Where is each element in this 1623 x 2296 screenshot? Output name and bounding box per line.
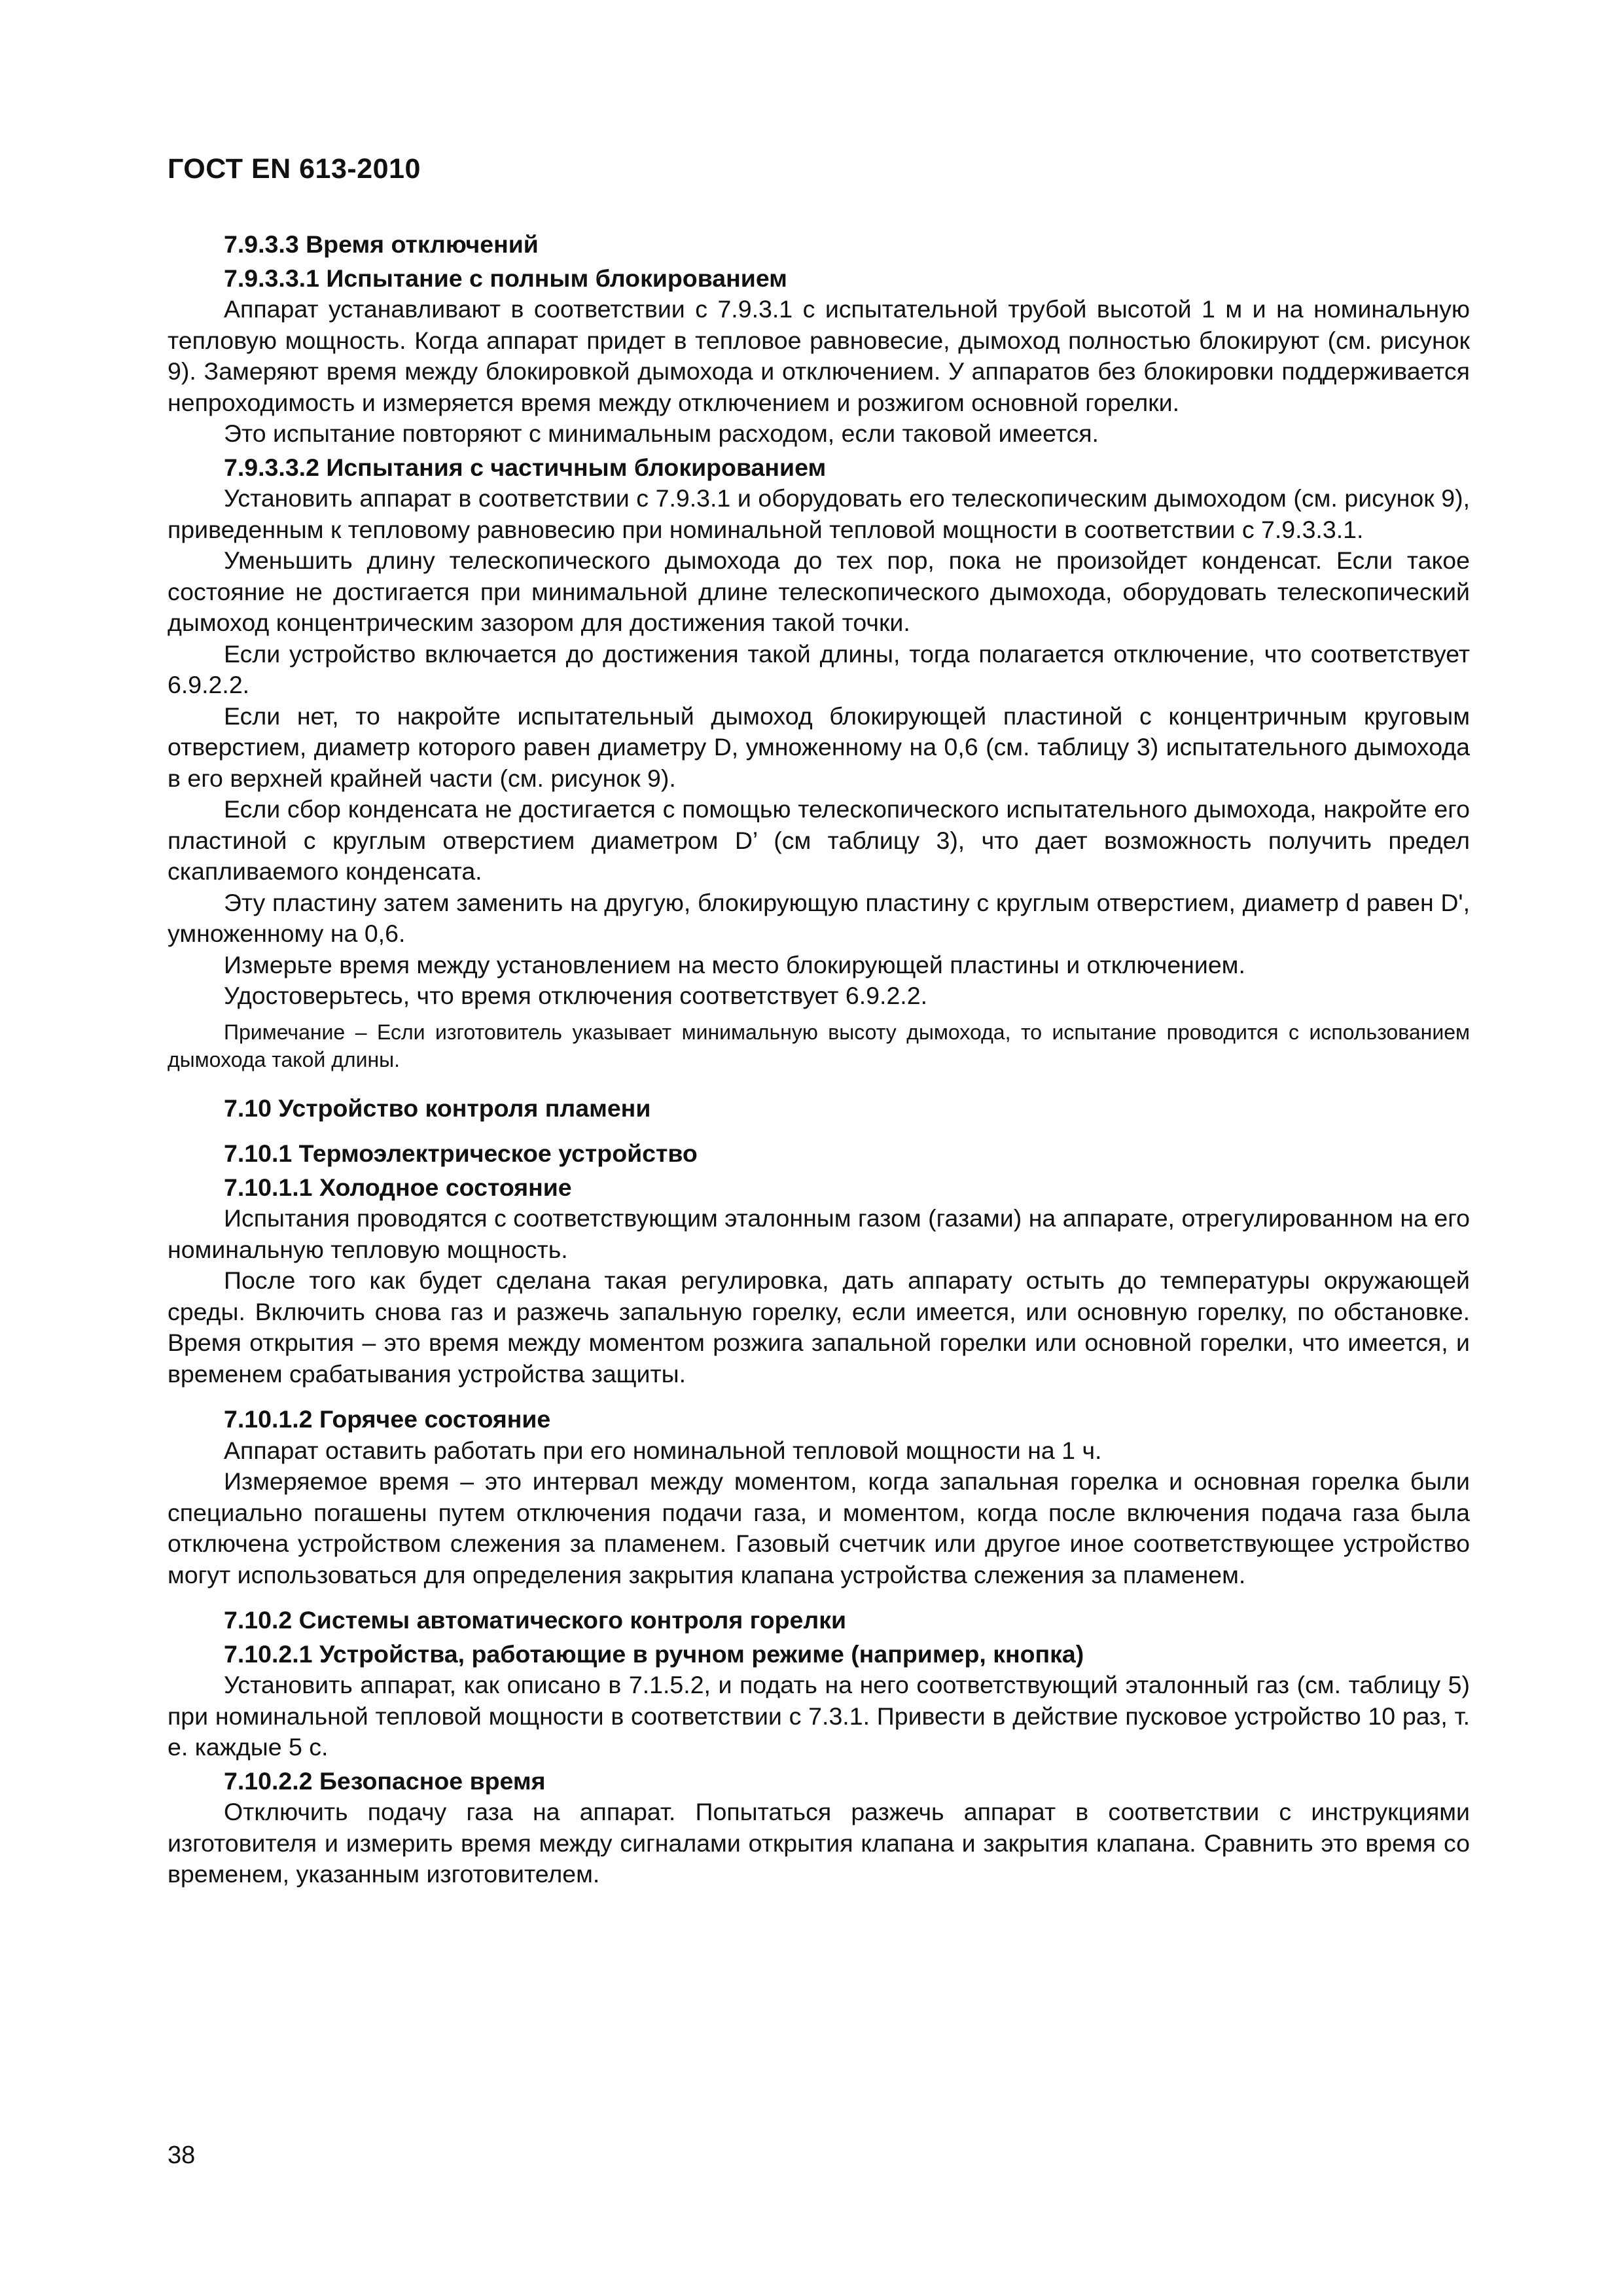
paragraph: После того как будет сделана такая регулировка, дать аппарату остыть до температуры окружающей среды. Включить снова газ и разжечь запальную горелку, если имеется, или основную горелку, по обстановке. Время открытия – это время между моментом розжига запальной горелки или основной горелки, что имеется, и временем срабатывания устройства защиты. (168, 1266, 1470, 1388)
paragraph: Аппарат оставить работать при его номинальной тепловой мощности на 1 ч. (224, 1436, 1102, 1464)
section-heading: 7.9.3.3 Время отключений (224, 230, 539, 258)
paragraph: Установить аппарат в соответствии с 7.9.3.1 и оборудовать его телескопическим дымоходом (см. рисунок 9), приведенным к тепловому равновесию при номинальной тепловой мощности в соответствии с 7.9.3.3.1. (168, 484, 1470, 543)
note: Примечание – Если изготовитель указывает минимальную высоту дымохода, то испытание проводится с использованием дымохода такой длины. (168, 1020, 1470, 1071)
paragraph: Эту пластину затем заменить на другую, блокирующую пластину с круглым отверстием, диаметр d равен D', умноженному на 0,6. (168, 888, 1470, 947)
section-heading: 7.10.1 Термоэлектрическое устройство (224, 1139, 698, 1167)
paragraph: Аппарат устанавливают в соответствии с 7.9.3.1 с испытательной трубой высотой 1 м и на номинальную тепловую мощность. Когда аппарат придет в тепловое равновесие, дымоход полностью блокируют (см. рисунок 9). Замеряют время между блокировкой дымохода и отключением. У аппаратов без блокировки поддерживается непроходимость и измеряется время между отключением и розжигом основной горелки. (168, 295, 1470, 416)
section-heading: 7.9.3.3.1 Испытание с полным блокированием (224, 264, 787, 292)
paragraph: Установить аппарат, как описано в 7.1.5.2, и подать на него соответствующий эталонный газ (см. таблицу 5) при номинальной тепловой мощности в соответствии с 7.3.1. Привести в действие пусковое устройство 10 раз, т. е. каждые 5 с. (168, 1671, 1470, 1761)
section-heading: 7.10.2 Системы автоматического контроля горелки (224, 1606, 847, 1634)
page-number: 38 (168, 2142, 196, 2169)
section-heading: 7.10.1.1 Холодное состояние (224, 1173, 572, 1201)
paragraph: Испытания проводятся с соответствующим эталонным газом (газами) на аппарате, отрегулированном на его номинальную тепловую мощность. (168, 1204, 1470, 1263)
section-heading: 7.10.2.2 Безопасное время (224, 1767, 546, 1795)
section-heading: 7.10.1.2 Горячее состояние (224, 1405, 551, 1433)
section-heading: 7.10.2.1 Устройства, работающие в ручном режиме (например, кнопка) (224, 1640, 1084, 1668)
paragraph: Если сбор конденсата не достигается с помощью телескопического испытательного дымохода, накройте его пластиной с круглым отверстием диаметром D’ (см таблицу 3), что дает возможность получить предел скапливаемого конденсата. (168, 795, 1470, 885)
paragraph: Если устройство включается до достижения такой длины, тогда полагается отключение, что соответствует 6.9.2.2. (168, 639, 1470, 698)
section-heading: 7.10 Устройство контроля пламени (224, 1094, 651, 1122)
document-header: ГОСТ EN 613-2010 (168, 153, 421, 185)
section-heading: 7.9.3.3.2 Испытания с частичным блокированием (224, 453, 827, 481)
paragraph: Уменьшить длину телескопического дымохода до тех пор, пока не произойдет конденсат. Если такое состояние не достигается при минимальной длине телескопического дымохода, оборудовать телескопический дымоход концентрическим зазором для достижения такой точки. (168, 547, 1470, 636)
paragraph: Удостоверьтесь, что время отключения соответствует 6.9.2.2. (224, 982, 927, 1009)
document-body (168, 229, 1470, 1890)
paragraph: Измерьте время между установлением на место блокирующей пластины и отключением. (224, 950, 1245, 978)
paragraph: Если нет, то накройте испытательный дымоход блокирующей пластиной с концентричным круговым отверстием, диаметр которого равен диаметру D, умноженному на 0,6 (см. таблицу 3) испытательного дымохода в его верхней крайней части (см. рисунок 9). (168, 702, 1470, 792)
paragraph: Это испытание повторяют с минимальным расходом, если таковой имеется. (224, 420, 1099, 447)
paragraph: Измеряемое время – это интервал между моментом, когда запальная горелка и основная горелка были специально погашены путем отключения подачи газа, и моментом, когда после включения подача газа была отключена устройством слежения за пламенем. Газовый счетчик или другое иное соответствующее устройство могут использоваться для определения закрытия клапана устройства слежения за пламенем. (168, 1467, 1470, 1588)
paragraph: Отключить подачу газа на аппарат. Попытаться разжечь аппарат в соответствии с инструкциями изготовителя и измерить время между сигналами открытия клапана и закрытия клапана. Сравнить это время со временем, указанным изготовителем. (168, 1798, 1470, 1888)
